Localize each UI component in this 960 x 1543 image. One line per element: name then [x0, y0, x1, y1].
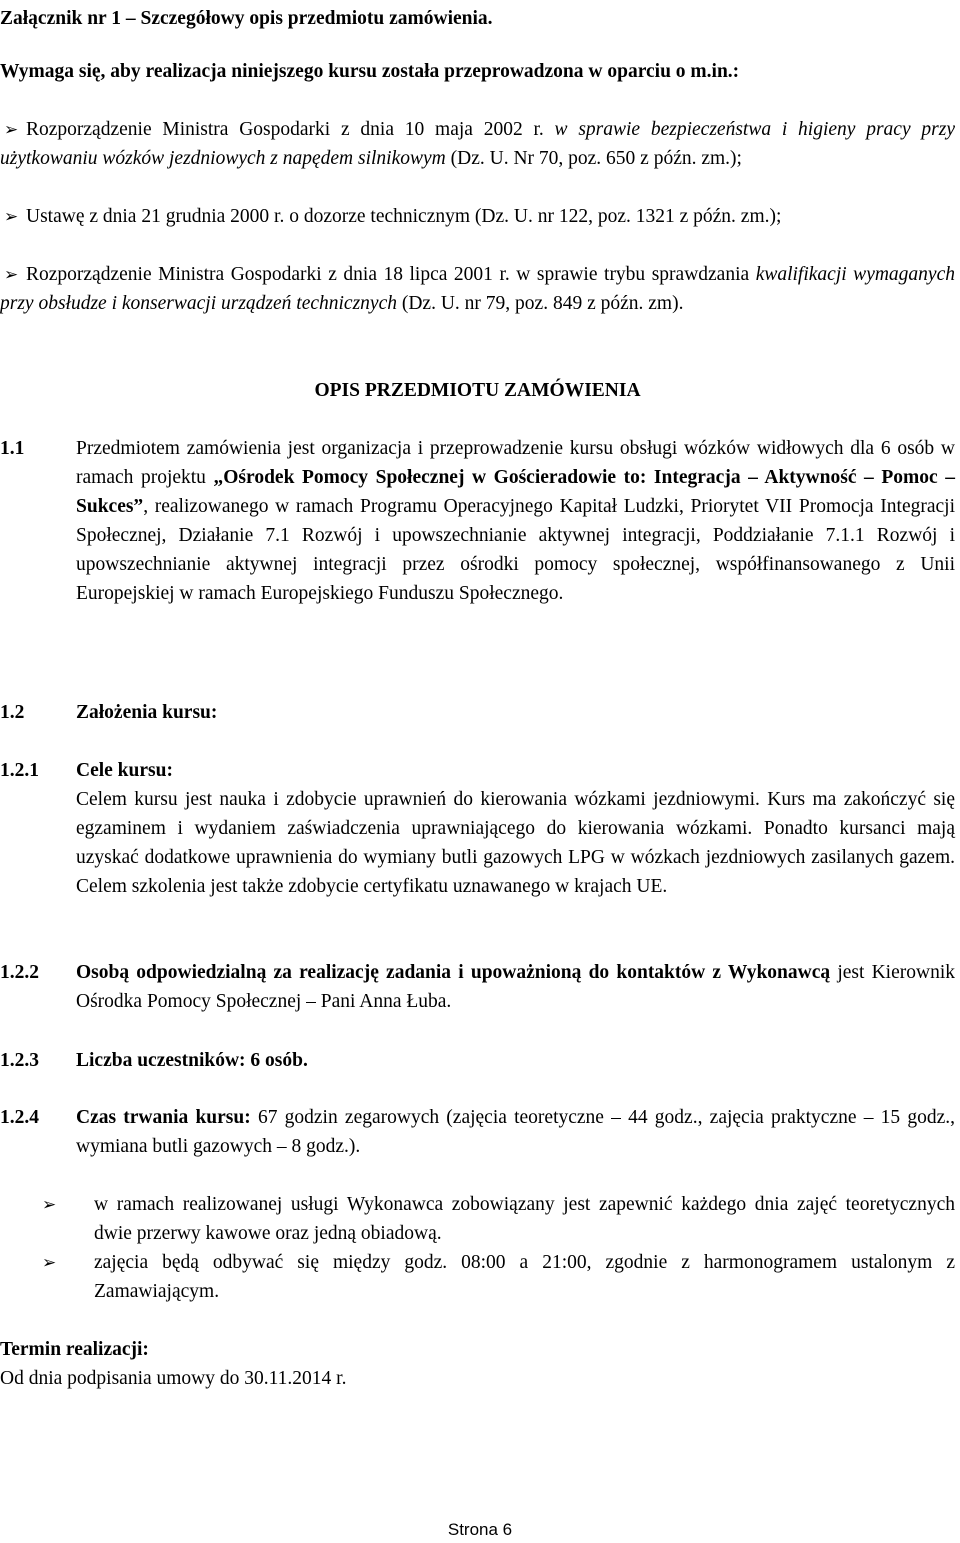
regulation-text-3: Rozporządzenie Ministra Gospodarki z dnia 18 lipca 2001 r. w sprawie trybu sprawdzania kwalifikacji wymaganych przy obsłudze i konserwacji urządzeń technicznych (Dz. U. nr 79, poz. 849 z późn. zm). [0, 264, 955, 314]
arrowhead-bullet-icon: ➢ [4, 120, 19, 139]
section-1-2-1-text: Celem kursu jest nauka i zdobycie uprawnień do kierowania wózkami jezdniowymi. Kurs ma zakończyć się egzaminem i wydaniem zaświadczenia uprawniającego do kierowania wózkami. Ponadto kursanci mają uzyskać dodatkowe uprawnienia do wymiany butli gazowych LPG w wózkach jezdniowych zasilanych gazem. Celem szkolenia jest także zdobycie certyfikatu uznawanego w krajach UE. [76, 789, 955, 897]
arrowhead-bullet-icon: ➢ [42, 1253, 57, 1272]
regulation-text-2: Ustawę z dnia 21 grudnia 2000 r. o dozorze technicznym (Dz. U. nr 122, poz. 1321 z późn. zm.); [26, 206, 782, 227]
section-1-2-2-text: Osobą odpowiedzialną za realizację zadania i upoważnioną do kontaktów z Wykonawcą jest Kierownik Ośrodka Pomocy Społecznej – Pani Anna Łuba. [76, 962, 955, 1012]
section-number-1-1: 1.1 [0, 438, 25, 459]
document-heading: Załącznik nr 1 – Szczegółowy opis przedmiotu zamówienia. [0, 8, 493, 29]
regulation-item-2 [0, 202, 955, 231]
deadline-text: Od dnia podpisania umowy do 30.11.2014 r. [0, 1368, 347, 1389]
intro-paragraph: Wymaga się, aby realizacja niniejszego kursu została przeprowadzona w oparciu o m.in.: [0, 61, 740, 82]
note-text-2: zajęcia będą odbywać się między godz. 08:00 a 21:00, zgodnie z harmonogramem ustalonym z Zamawiającym. [94, 1252, 955, 1302]
deadline-label: Termin realizacji: [0, 1339, 149, 1360]
arrowhead-bullet-icon: ➢ [42, 1195, 57, 1214]
section-1-2-3-text: Liczba uczestników: 6 osób. [76, 1050, 308, 1071]
regulation-text-1: Rozporządzenie Ministra Gospodarki z dnia 10 maja 2002 r. w sprawie bezpieczeństwa i higieny pracy przy użytkowaniu wózków jezdniowych z napędem silnikowym (Dz. U. Nr 70, poz. 650 z późn. zm.); [0, 119, 955, 169]
section-1-1-text: Przedmiotem zamówienia jest organizacja i przeprowadzenie kursu obsługi wózków widłowych dla 6 osób w ramach projektu „Ośrodek Pomocy Społecznej w Gościeradowie to: Integracja – Aktywność – Pomoc – Sukces”, realizowanego w ramach Programu Operacyjnego Kapitał Ludzki, Priorytet VII Promocja Integracji Społecznej, Działanie 7.1 Rozwój i upowszechnianie aktywnej integracji, Poddziałanie 7.1.1 Rozwój i upowszechnianie aktywnej integracji przez ośrodki pomocy społecznej, współfinansowanego z Unii Europejskiej w ramach Europejskiego Funduszu Społecznego. [76, 438, 955, 604]
section-number-1-2-1: 1.2.1 [0, 760, 39, 781]
section-number-1-2-3: 1.2.3 [0, 1050, 39, 1071]
page-number: Strona 6 [447, 1520, 513, 1539]
section-title: OPIS PRZEDMIOTU ZAMÓWIENIA [314, 380, 641, 401]
section-1-2-title: Założenia kursu: [76, 702, 218, 723]
arrowhead-bullet-icon: ➢ [4, 265, 19, 284]
regulation-item-3 [0, 260, 955, 318]
regulation-item-1 [0, 115, 955, 173]
section-number-1-2-4: 1.2.4 [0, 1107, 39, 1128]
arrowhead-bullet-icon: ➢ [4, 207, 19, 226]
note-text-1: w ramach realizowanej usługi Wykonawca zobowiązany jest zapewnić każdego dnia zajęć teoretycznych dwie przerwy kawowe oraz jedną obiadową. [94, 1194, 955, 1244]
section-1-2-4-text: Czas trwania kursu: 67 godzin zegarowych (zajęcia teoretyczne – 44 godz., zajęcia praktyczne – 15 godz., wymiana butli gazowych – 8 godz.). [76, 1107, 956, 1157]
section-number-1-2-2: 1.2.2 [0, 962, 39, 983]
section-1-2-1-title: Cele kursu: [76, 760, 173, 781]
section-number-1-2: 1.2 [0, 702, 25, 723]
